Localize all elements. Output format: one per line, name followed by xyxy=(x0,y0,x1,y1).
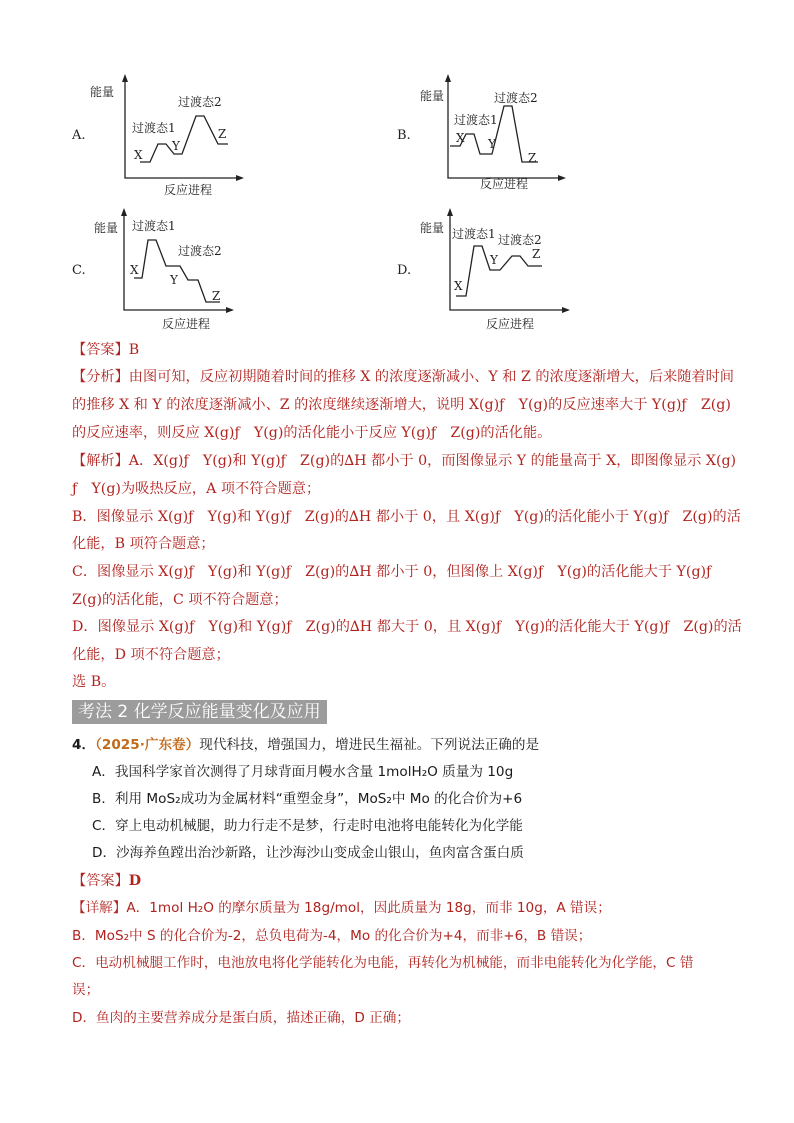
explain-line-5: C．图像显示 X(g)ƒ Y(g)和 Y(g)ƒ Z(g)的∆H 都小于 0，但图像上 X(g)ƒ Y(g)的活化能大于 Y(g)ƒ xyxy=(72,564,712,580)
explain-line-3: B．图像显示 X(g)ƒ Y(g)和 Y(g)ƒ Z(g)的∆H 都小于 0，且 X(g)ƒ Y(g)的活化能小于 Y(g)ƒ Z(g)的活 xyxy=(72,509,741,525)
progress-axis-label: 反应进程 xyxy=(164,183,213,197)
ts1-label: 过渡态1 xyxy=(454,113,498,127)
detail-line-2: B．MoS₂中 S 的化合价为-2，总负电荷为-4，Mo 的化合价为+4，而非+6，B 错误； xyxy=(72,928,592,944)
answer-value: B xyxy=(128,342,140,358)
ts2-label: 过渡态2 xyxy=(498,233,542,247)
y-label: Y xyxy=(488,137,496,151)
z-label: Z xyxy=(528,151,537,165)
section-header xyxy=(72,700,327,724)
analysis-text: 由图可知，反应初期随着时间的推移 X 的浓度逐渐减小、Y 和 Z 的浓度逐渐增大，后来随着时间 xyxy=(128,369,734,385)
answer-tag: 【答案】 xyxy=(72,873,129,889)
section-title: 考法 2 化学反应能量变化及应用 xyxy=(72,700,327,724)
explain-text: A．X(g)ƒ Y(g)和 Y(g)ƒ Z(g)的∆H 都小于 0，而图像显示 Y 的能量高于 X，即图像显示 X(g) xyxy=(128,453,737,469)
detail-line-5: D．鱼肉的主要营养成分是蛋白质，描述正确，D 正确； xyxy=(72,1010,410,1026)
x-label: X xyxy=(456,131,465,145)
option-c-label: C. xyxy=(72,263,86,278)
z-label: Z xyxy=(532,247,541,261)
option-b: B．利用 MoS₂成功为金属材料“重塑金身”，MoS₂中 Mo 的化合价为+6 xyxy=(92,791,523,807)
z-label: Z xyxy=(218,127,227,141)
energy-axis-label: 能量 xyxy=(420,221,445,235)
ts2-label: 过渡态2 xyxy=(178,244,222,258)
energy-diagram-d xyxy=(420,208,580,333)
explain-line-6: Z(g)的活化能，C 项不符合题意； xyxy=(72,592,288,608)
explain-line-4: 化能，B 项符合题意； xyxy=(72,536,215,552)
y-label: Y xyxy=(170,273,178,287)
y-label: Y xyxy=(490,253,498,267)
energy-diagram-a xyxy=(90,74,250,199)
question-text: 现代科技，增强国力，增进民生福祉。下列说法正确的是 xyxy=(199,737,540,753)
progress-axis-label: 反应进程 xyxy=(162,317,211,331)
analysis-tag: 【分析】 xyxy=(72,369,129,385)
energy-axis-label: 能量 xyxy=(420,89,445,103)
question-number: 4． xyxy=(72,737,96,753)
detail-tag: 【详解】 xyxy=(72,900,127,916)
option-a: A．我国科学家首次测得了月球背面月幔水含量 1molH₂O 质量为 10g xyxy=(92,764,514,780)
progress-axis-label: 反应进程 xyxy=(480,177,529,191)
question-source: （2025·广东卷） xyxy=(95,737,200,753)
detail-line-3: C．电动机械腿工作时，电池放电将化学能转化为电能，再转化为机械能，而非电能转化为化学能，C 错 xyxy=(72,955,694,971)
answer-value: D xyxy=(128,873,142,889)
detail-text: A．1mol H₂O 的摩尔质量为 18g/mol，因此质量为 18g，而非 10g，A 错误； xyxy=(126,900,611,916)
answer-line-2 xyxy=(72,871,141,891)
analysis-line-1 xyxy=(72,367,734,387)
progress-axis-label: 反应进程 xyxy=(486,317,535,331)
ts1-label: 过渡态1 xyxy=(132,121,176,135)
answer-tag: 【答案】 xyxy=(72,342,129,358)
question-stem xyxy=(72,735,539,755)
x-label: X xyxy=(454,279,463,293)
explain-tag: 【解析】 xyxy=(72,453,129,469)
y-label: Y xyxy=(172,139,180,153)
energy-diagram-b xyxy=(418,74,578,199)
energy-axis-label: 能量 xyxy=(94,221,119,235)
option-c: C．穿上电动机械腿，助力行走不是梦，行走时电池将电能转化为化学能 xyxy=(92,818,523,834)
explain-line-8: 化能，D 项不符合题意； xyxy=(72,647,230,663)
energy-axis-label: 能量 xyxy=(90,85,115,99)
ts2-label: 过渡态2 xyxy=(494,91,538,105)
ts1-label: 过渡态1 xyxy=(452,227,496,241)
ts2-label: 过渡态2 xyxy=(178,95,222,109)
ts1-label: 过渡态1 xyxy=(132,219,176,233)
explain-line-9: 选 B。 xyxy=(72,674,116,690)
explain-line-1 xyxy=(72,451,736,471)
x-label: X xyxy=(130,263,139,277)
analysis-line-2: 的推移 X 和 Y 的浓度逐渐减小、Z 的浓度继续逐渐增大，说明 X(g)ƒ Y(g)的反应速率大于 Y(g)ƒ Z(g) xyxy=(72,397,731,413)
answer-line xyxy=(72,340,139,360)
z-label: Z xyxy=(212,289,221,303)
explain-line-2: ƒ Y(g)为吸热反应，A 项不符合题意； xyxy=(72,481,321,497)
detail-line-4: 误； xyxy=(72,982,100,998)
option-a-label: A. xyxy=(72,128,86,143)
explain-line-7: D．图像显示 X(g)ƒ Y(g)和 Y(g)ƒ Z(g)的∆H 都大于 0，且 X(g)ƒ Y(g)的活化能大于 Y(g)ƒ Z(g)的活 xyxy=(72,619,742,635)
option-d-label: D. xyxy=(397,263,412,278)
option-d: D．沙海养鱼蹚出治沙新路，让沙海沙山变成金山银山，鱼肉富含蛋白质 xyxy=(92,845,524,861)
analysis-line-3: 的反应速率，则反应 X(g)ƒ Y(g)的活化能小于反应 Y(g)ƒ Z(g)的活化能。 xyxy=(72,425,552,441)
x-label: X xyxy=(134,148,143,162)
energy-diagram-c xyxy=(94,208,254,333)
detail-line-1 xyxy=(72,898,611,918)
option-b-label: B. xyxy=(397,128,411,143)
